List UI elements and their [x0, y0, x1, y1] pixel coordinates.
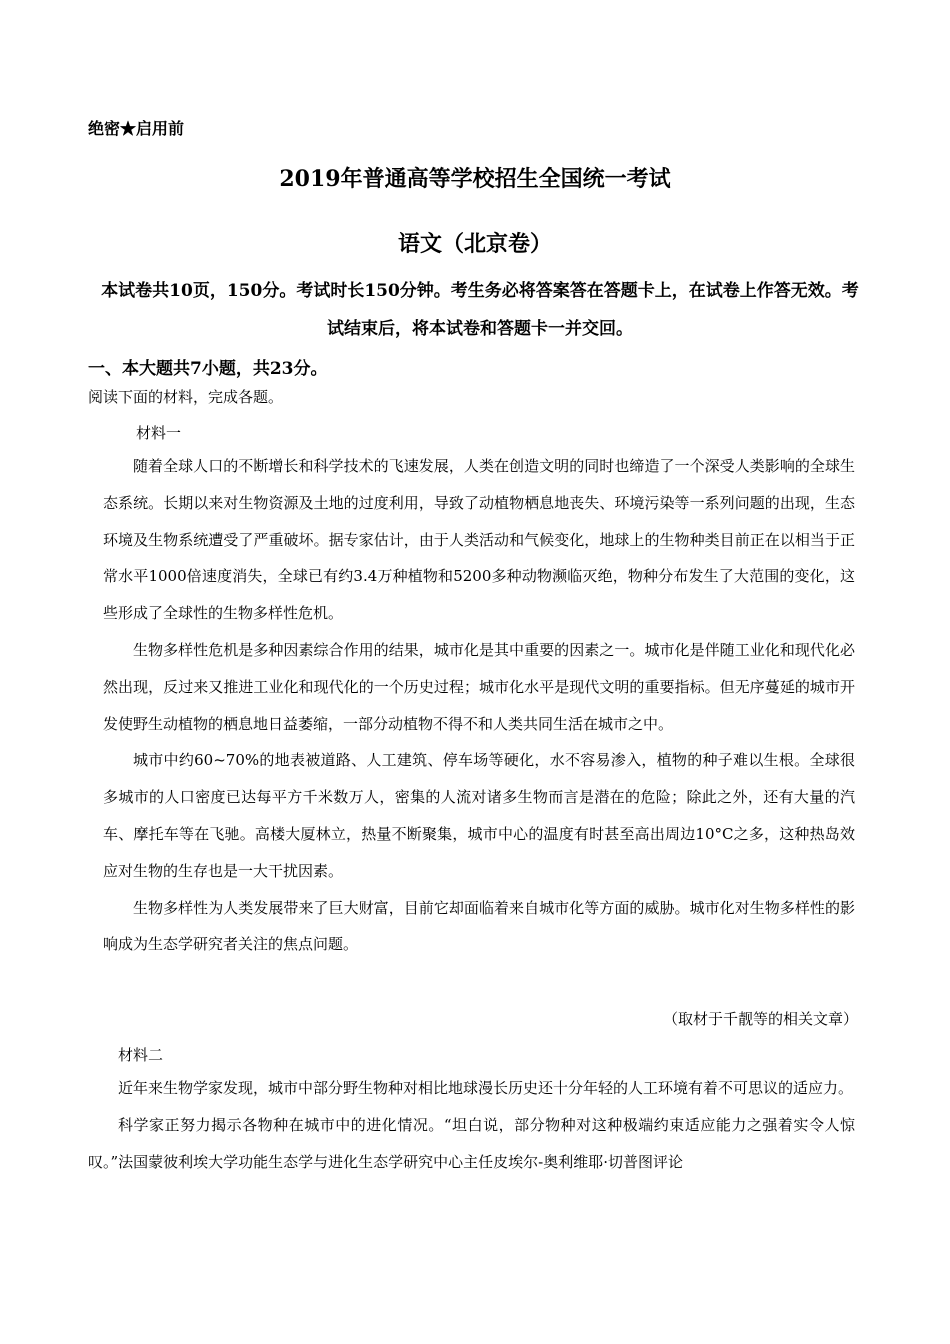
material2-paragraph: 近年来生物学家发现，城市中部分野生物种对相比地球漫长历史还十分年轻的人工环境有着不可思议的适应力。	[118, 1079, 854, 1097]
material2-paragraph: 科学家正努力揭示各物种在城市中的进化情况。“坦白说，部分物种对这种极端约束适应能力之强着实令人惊叹。”法国蒙彼利埃大学功能生态学与进化生态学研究中心主任皮埃尔-奥利维耶·切普图评论	[88, 1115, 855, 1171]
material1-label: 材料一	[136, 424, 182, 442]
material1-paragraph: 生物多样性为人类发展带来了巨大财富，目前它却面临着来自城市化等方面的威胁。城市化对生物多样性的影响成为生态学研究者关注的焦点问题。	[103, 898, 855, 954]
material2-label: 材料二	[118, 1046, 164, 1064]
section-heading: 一、本大题共7小题，共23分。	[88, 359, 328, 379]
material1-paragraph: 随着全球人口的不断增长和科学技术的飞速发展，人类在创造文明的同时也缔造了一个深受人类影响的全球生态系统。长期以来对生物资源及土地的过度利用，导致了动植物栖息地丧失、环境污染等一系列问题的出现，生态环境及生物系统遭受了严重破坏。据专家估计，由于人类活动和气候变化，地球上的生物种类目前正在以相当于正常水平1000倍速度消失，全球已有约3.4万种植物和5200多种动物濒临灭绝，物种分布发生了大范围的变化，这些形成了全球性的生物多样性危机。	[103, 457, 855, 623]
material2-body	[88, 1070, 855, 1180]
section-instruction: 阅读下面的材料，完成各题。	[88, 388, 284, 406]
material1-body	[103, 448, 855, 963]
subject-title: 语文（北京卷）	[397, 231, 552, 257]
exam-notice: 本试卷共10页，150分。考试时长150分钟。考生务必将答案答在答题卡上，在试卷上作答无效。考试结束后，将本试卷和答题卡一并交回。	[101, 281, 859, 339]
secret-mark: 绝密★启用前	[88, 119, 185, 138]
material1-paragraph: 生物多样性危机是多种因素综合作用的结果，城市化是其中重要的因素之一。城市化是伴随工业化和现代化必然出现，反过来又推进工业化和现代化的一个历史过程；城市化水平是现代文明的重要指标。但无序蔓延的城市开发使野生动植物的栖息地日益萎缩，一部分动植物不得不和人类共同生活在城市之中。	[103, 640, 855, 733]
exam-title: 2019年普通高等学校招生全国统一考试	[279, 166, 671, 192]
material1-paragraph: 城市中约60~70%的地表被道路、人工建筑、停车场等硬化，水不容易渗入，植物的种子难以生根。全球很多城市的人口密度已达每平方千米数万人，密集的人流对诸多生物而言是潜在的危险；除此之外，还有大量的汽车、摩托车等在飞驰。高楼大厦林立，热量不断聚集，城市中心的温度有时甚至高出周边10°C之多，这种热岛效应对生物的生存也是一大干扰因素。	[103, 751, 855, 880]
material1-source: （取材于千靓等的相关文章）	[662, 1010, 858, 1028]
